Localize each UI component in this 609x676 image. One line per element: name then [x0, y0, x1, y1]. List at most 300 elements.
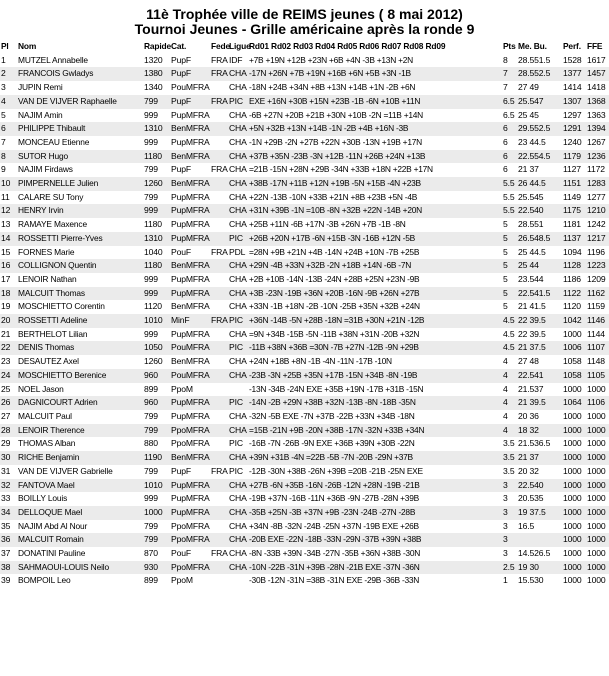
category-cell: BenMFRA: [170, 150, 210, 164]
performance-cell: 1122: [562, 287, 586, 301]
category-cell: PupMFRA: [170, 232, 210, 246]
place-cell: 13: [1, 219, 11, 230]
table-row: [0, 437, 609, 451]
player-name-cell: RICHE Benjamin: [17, 451, 143, 465]
ffe-rating-cell: 1000: [586, 451, 609, 465]
points-cell: 3.5: [503, 438, 515, 449]
league-cell: CHA: [229, 493, 247, 504]
category-cell: PpoM: [171, 383, 193, 394]
performance-cell: 1151: [562, 177, 586, 191]
rounds-cell: =9N +34B -15B -5N -11B +38N +31N -20B +32N: [249, 328, 420, 339]
me-bu-cell: 28.552.5: [517, 67, 562, 81]
place-cell: 37: [1, 548, 11, 559]
player-name-cell: HENRY Irvin: [17, 204, 143, 218]
me-bu-cell: 20 36: [518, 410, 539, 421]
rating-cell: 999: [144, 109, 158, 120]
performance-cell: 1000: [562, 506, 586, 520]
league-cell: CHA: [228, 122, 248, 136]
category-cell: PupMFRA: [171, 136, 210, 147]
federation-cell: [210, 479, 228, 493]
category-cell: PouMFRA: [171, 82, 210, 93]
league-cell: PIC: [228, 396, 248, 410]
place-cell: 23: [1, 356, 11, 367]
place-cell: 3: [1, 82, 6, 93]
ffe-rating-cell: 1394: [586, 122, 609, 136]
category-cell: BenMFRA: [170, 451, 210, 465]
league-cell: CHA: [228, 369, 248, 383]
player-name-cell: VAN DE VIJVER Gabrielle: [18, 465, 113, 476]
performance-cell: 1058: [562, 369, 586, 383]
table-row: [0, 232, 609, 246]
category-cell: PupF: [170, 67, 210, 81]
player-name-cell: DONATINI Pauline: [18, 548, 86, 559]
league-cell: CHA: [229, 219, 247, 230]
federation-cell: [210, 424, 228, 438]
rating-cell: 1010: [143, 479, 170, 493]
me-bu-cell: 26.548.5: [517, 232, 562, 246]
me-bu-cell: 21 37.5: [517, 341, 562, 355]
federation-cell: FRA: [211, 548, 228, 559]
player-name-cell: LENOIR Therence: [17, 424, 143, 438]
points-cell: 8: [503, 54, 508, 65]
rating-cell: 999: [144, 328, 158, 339]
me-bu-cell: 19 37.5: [517, 506, 562, 520]
league-cell: IDF: [229, 54, 243, 65]
player-name-cell: NAJIM Firdaws: [18, 164, 73, 175]
federation-cell: [210, 136, 228, 150]
table-row: [0, 109, 609, 123]
place-cell: 17: [1, 273, 11, 284]
header-rounds: Rd01 Rd02 Rd03 Rd04 Rd05 Rd06 Rd07 Rd08 Rd09: [249, 41, 446, 51]
rating-cell: 1040: [144, 246, 163, 257]
category-cell: MinF: [170, 314, 210, 328]
rounds-cell: +26B +20N +17B -6N +15B -3N -16B +12N -5B: [248, 232, 502, 246]
place-cell: 20: [0, 314, 17, 328]
points-cell: 5: [502, 287, 517, 301]
federation-cell: [210, 300, 228, 314]
federation-cell: [210, 341, 228, 355]
federation-cell: FRA: [210, 95, 228, 109]
ffe-rating-cell: 1000: [587, 493, 606, 504]
league-cell: CHA: [228, 67, 248, 81]
header-me-bu: [517, 40, 562, 54]
ffe-rating-cell: 1217: [586, 232, 609, 246]
me-bu-cell: 22.540: [517, 479, 562, 493]
category-cell: PupMFRA: [170, 204, 210, 218]
league-cell: PIC: [228, 341, 248, 355]
rounds-cell: +27B -6N +35B -16N -26B -12N +28N -19B -21B: [248, 479, 502, 493]
league-cell: CHA: [229, 191, 247, 202]
category-cell: PouF: [171, 246, 191, 257]
performance-cell: 1000: [563, 465, 582, 476]
table-row: [0, 341, 609, 355]
category-cell: PupMFRA: [171, 493, 210, 504]
points-cell: 2.5: [502, 561, 517, 575]
rounds-cell: +24N +18B +8N -1B -4N -11N -17B -10N: [249, 356, 392, 367]
place-cell: 7: [1, 136, 6, 147]
table-row: [0, 355, 609, 369]
category-cell: PupMFRA: [170, 396, 210, 410]
ffe-rating-cell: 1368: [586, 95, 609, 109]
ffe-rating-cell: 1277: [587, 191, 606, 202]
ffe-rating-cell: 1159: [587, 301, 605, 312]
category-cell: BenMFRA: [171, 356, 210, 367]
rating-cell: 870: [144, 548, 158, 559]
performance-cell: 1120: [563, 301, 581, 312]
rating-cell: 1260: [143, 177, 170, 191]
rating-cell: 799: [143, 533, 170, 547]
performance-cell: 1000: [562, 479, 586, 493]
place-cell: 22: [0, 341, 17, 355]
header-bu: Bu.: [533, 41, 547, 51]
performance-cell: 1064: [562, 396, 586, 410]
federation-cell: [210, 451, 228, 465]
place-cell: 10: [0, 177, 17, 191]
rating-cell: 960: [143, 396, 170, 410]
performance-cell: 1000: [563, 328, 582, 339]
league-cell: CHA: [229, 356, 247, 367]
place-cell: 4: [0, 95, 17, 109]
performance-cell: 1291: [562, 122, 586, 136]
rounds-cell: EXE +16N +30B +15N +23B -1B -6N +10B +11N: [248, 95, 502, 109]
rounds-cell: -12B -30N +38B -26N +39B =20B -21B -25N EXE: [249, 465, 423, 476]
category-cell: PupMFRA: [171, 191, 210, 202]
points-cell: 5: [503, 246, 508, 257]
rounds-cell: +25B +11N -6B +17N -3B +26N +7B -1B -8N: [249, 219, 406, 230]
table-row: [0, 314, 609, 328]
ffe-rating-cell: 1107: [586, 341, 609, 355]
rounds-cell: +34N -8B -32N -24B -25N +37N -19B EXE +26B: [249, 520, 419, 531]
federation-cell: [210, 506, 228, 520]
rounds-cell: -32N -5B EXE -7N +37B -22B +33N +34B -18N: [249, 410, 415, 421]
rating-cell: 899: [144, 383, 158, 394]
place-cell: 36: [0, 533, 17, 547]
table-row: [0, 410, 609, 424]
category-cell: PupMFRA: [171, 109, 210, 120]
me-bu-cell: 25.547: [517, 95, 562, 109]
ffe-rating-cell: 1236: [586, 150, 609, 164]
ffe-rating-cell: 1000: [587, 410, 606, 421]
rating-cell: 1380: [143, 67, 170, 81]
header-nom: Nom: [18, 41, 37, 51]
ffe-rating-cell: 1000: [586, 506, 609, 520]
header-fede: Fede: [211, 41, 230, 51]
performance-cell: 1000: [562, 533, 586, 547]
category-cell: BenMFRA: [170, 122, 210, 136]
place-cell: 34: [0, 506, 17, 520]
tournament-subtitle: Tournoi Jeunes - Grille américaine après la ronde 9: [134, 21, 475, 37]
place-cell: 9: [1, 164, 6, 175]
category-cell: PupMFRA: [171, 219, 210, 230]
category-cell: PupMFRA: [170, 287, 210, 301]
league-cell: [228, 574, 248, 588]
me-bu-cell: 20.535: [518, 493, 544, 504]
header-ligue: Ligue: [229, 41, 251, 51]
place-cell: 39: [1, 575, 11, 586]
ffe-rating-cell: 1105: [586, 369, 609, 383]
rounds-cell: -35B +25N -3B +37N +9B -23N -24B -27N -28B: [248, 506, 502, 520]
table-row: [0, 396, 609, 410]
points-cell: 3: [503, 548, 508, 559]
points-cell: 4.5: [502, 314, 517, 328]
header-me: Me.: [518, 41, 532, 51]
performance-cell: 1000: [563, 575, 582, 586]
league-cell: PIC: [228, 232, 248, 246]
category-cell: PupMFRA: [171, 410, 210, 421]
rounds-cell: +3B -23N -19B +36N +20B -16N -9B +26N +27B: [248, 287, 502, 301]
category-cell: PouMFRA: [170, 341, 210, 355]
league-cell: CHA: [228, 424, 248, 438]
rating-cell: 930: [143, 561, 170, 575]
rating-cell: 799: [144, 520, 158, 531]
rating-cell: 1310: [143, 122, 170, 136]
federation-cell: [210, 259, 228, 273]
rounds-cell: +37B +35N -23B -3N +12B -11N +26B +24N +13B: [248, 150, 502, 164]
category-cell: PpoMFRA: [170, 561, 210, 575]
table-row: [0, 451, 609, 465]
performance-cell: 1000: [563, 383, 582, 394]
rounds-cell: +5N +32B +13N +14B -1N -2B +4B +16N -3B: [248, 122, 502, 136]
rounds-cell: -11B +38N +36B =30N -7B +27N -12B -9N +29B: [248, 341, 502, 355]
points-cell: 6: [502, 122, 517, 136]
table-row: [0, 95, 609, 109]
rounds-cell: -14N -2B +29N +38B +32N -13B -8N -18B -35N: [248, 396, 502, 410]
rounds-cell: -18N +24B +34N +8B +13N +14B +1N -2B +6N: [249, 82, 416, 93]
points-cell: 6.5: [502, 95, 517, 109]
rating-cell: 999: [144, 136, 158, 147]
header-rapide: Rapide: [144, 41, 172, 51]
ffe-rating-cell: 1210: [586, 204, 609, 218]
rating-cell: 799: [143, 95, 170, 109]
points-cell: 1: [503, 575, 508, 586]
player-name-cell: DELLOQUE Mael: [17, 506, 143, 520]
rating-cell: 1320: [144, 54, 163, 65]
federation-cell: FRA: [210, 67, 228, 81]
ffe-rating-cell: 1000: [587, 438, 606, 449]
ffe-rating-cell: 1000: [587, 465, 606, 476]
performance-cell: 1240: [563, 136, 582, 147]
league-cell: CHA: [228, 150, 248, 164]
category-cell: PpoMFRA: [171, 520, 210, 531]
performance-cell: 1000: [563, 520, 582, 531]
league-cell: CHA: [228, 259, 248, 273]
place-cell: 8: [0, 150, 17, 164]
player-name-cell: VAN DE VIJVER Raphaelle: [17, 95, 143, 109]
me-bu-cell: 23 44.5: [518, 136, 546, 147]
me-bu-cell: 28.551.5: [518, 54, 551, 65]
me-bu-cell: 21.537: [518, 383, 544, 394]
player-name-cell: RAMAYE Maxence: [18, 219, 87, 230]
me-bu-cell: 25 44: [517, 259, 562, 273]
me-bu-cell: 19 30: [517, 561, 562, 575]
points-cell: 6: [503, 136, 508, 147]
rating-cell: 1310: [143, 232, 170, 246]
table-row: [0, 150, 609, 164]
performance-cell: 1528: [563, 54, 582, 65]
points-cell: 4: [503, 383, 508, 394]
league-cell: CHA: [228, 506, 248, 520]
rounds-cell: =15B -21N +9B -20N +38B -17N -32N +33B +34N: [248, 424, 502, 438]
points-cell: 4: [502, 369, 517, 383]
player-name-cell: NAJIM Amin: [18, 109, 63, 120]
table-row: [0, 574, 609, 588]
header-perf: Perf.: [563, 41, 581, 51]
player-name-cell: MALCUIT Paul: [18, 410, 72, 421]
federation-cell: [210, 81, 228, 95]
rounds-cell: -10N -22B -31N +39B -28N -21B EXE -37N -36N: [248, 561, 502, 575]
place-cell: 1: [1, 54, 6, 65]
header-pts: Pts: [503, 41, 516, 51]
table-row: [0, 259, 609, 273]
points-cell: 7: [502, 67, 517, 81]
me-bu-cell: 20 32: [518, 465, 539, 476]
rating-cell: 1180: [143, 150, 170, 164]
me-bu-cell: 21 41.5: [518, 301, 546, 312]
table-row: [0, 424, 609, 438]
rating-cell: 799: [143, 424, 170, 438]
federation-cell: FRA: [211, 164, 228, 175]
rating-cell: 799: [144, 410, 158, 421]
ffe-rating-cell: 1457: [586, 67, 609, 81]
federation-cell: [210, 355, 228, 369]
rating-cell: 799: [144, 164, 158, 175]
rating-cell: 999: [144, 493, 158, 504]
table-row: [0, 204, 609, 218]
ffe-rating-cell: 1000: [587, 548, 606, 559]
rating-cell: 999: [143, 287, 170, 301]
federation-cell: [210, 533, 228, 547]
player-name-cell: MUTZEL Annabelle: [18, 54, 88, 65]
points-cell: 3: [502, 479, 517, 493]
table-row: [0, 506, 609, 520]
player-name-cell: LENOIR Nathan: [18, 273, 77, 284]
header-ffe: FFE: [587, 41, 603, 51]
category-cell: BenMFRA: [171, 301, 210, 312]
performance-cell: 1137: [562, 232, 586, 246]
federation-cell: FRA: [211, 465, 228, 476]
rounds-cell: =21B -15N +28N +29B -34N +33B +18N +22B +17N: [249, 164, 433, 175]
me-bu-cell: 28.551: [518, 219, 544, 230]
ffe-rating-cell: 1148: [587, 356, 605, 367]
ffe-rating-cell: 1283: [586, 177, 609, 191]
me-bu-cell: 25 45: [518, 109, 539, 120]
rounds-cell: +33N -1B +18N -2B -10N -25B +35N +32B +24N: [249, 301, 420, 312]
category-cell: PupF: [171, 465, 191, 476]
category-cell: PpoMFRA: [170, 533, 210, 547]
league-cell: CHA: [229, 109, 247, 120]
player-name-cell: DAGNICOURT Adrien: [17, 396, 143, 410]
ffe-rating-cell: 1146: [586, 314, 609, 328]
federation-cell: [210, 204, 228, 218]
place-cell: 11: [1, 191, 10, 202]
rating-cell: 1180: [144, 219, 162, 230]
points-cell: 5.5: [502, 177, 517, 191]
player-name-cell: MOSCHIETTO Berenice: [17, 369, 143, 383]
performance-cell: 1000: [563, 410, 582, 421]
me-bu-cell: [517, 533, 562, 547]
federation-cell: [210, 383, 228, 397]
league-cell: PIC: [228, 95, 248, 109]
league-cell: CHA: [228, 451, 248, 465]
federation-cell: [210, 273, 228, 287]
ffe-rating-cell: 1000: [586, 561, 609, 575]
rating-cell: 1190: [143, 451, 170, 465]
points-cell: 5: [502, 232, 517, 246]
performance-cell: 1175: [562, 204, 586, 218]
league-cell: CHA: [229, 328, 247, 339]
player-name-cell: FANTOVA Mael: [17, 479, 143, 493]
performance-cell: 1181: [563, 219, 581, 230]
ffe-rating-cell: 1000: [587, 383, 606, 394]
me-bu-cell: 27 49: [518, 82, 539, 93]
me-bu-cell: 22 39.5: [518, 328, 546, 339]
league-cell: CHA: [229, 520, 247, 531]
rating-cell: 999: [144, 273, 158, 284]
federation-cell: FRA: [210, 314, 228, 328]
place-cell: 35: [1, 520, 11, 531]
category-cell: PupMFRA: [170, 506, 210, 520]
performance-cell: 1127: [563, 164, 581, 175]
league-cell: CHA: [229, 410, 247, 421]
rounds-cell: -20B EXE -22N -18B -33N -29N -37B +39N +38B: [248, 533, 502, 547]
rounds-cell: -1N +29B -2N +27B +22N +30B -13N +19B +17N: [249, 136, 422, 147]
performance-cell: 1179: [562, 150, 586, 164]
points-cell: 7: [503, 82, 508, 93]
federation-cell: [210, 218, 228, 232]
federation-cell: [210, 109, 228, 123]
performance-cell: 1000: [563, 438, 582, 449]
place-cell: 6: [0, 122, 17, 136]
rating-cell: 799: [144, 465, 158, 476]
points-cell: 3.5: [502, 451, 517, 465]
performance-cell: 1000: [563, 548, 582, 559]
rounds-cell: +2B +10B -14N -13B -24N +28B +25N +23N -9B: [249, 273, 420, 284]
rounds-cell: +36N -14B -5N +28B -18N =31B +30N +21N -12B: [248, 314, 502, 328]
ffe-rating-cell: 1242: [587, 219, 606, 230]
performance-cell: 1058: [563, 356, 582, 367]
player-name-cell: MALCUIT Thomas: [17, 287, 143, 301]
player-name-cell: PIMPERNELLE Julien: [17, 177, 143, 191]
league-cell: CHA: [228, 533, 248, 547]
table-row: [0, 136, 609, 150]
place-cell: 16: [0, 259, 17, 273]
league-cell: CHA: [228, 561, 248, 575]
ffe-rating-cell: 1000: [586, 479, 609, 493]
league-cell: PDL: [229, 246, 246, 257]
table-row: [0, 218, 609, 232]
federation-cell: [210, 410, 228, 424]
performance-cell: 1307: [562, 95, 586, 109]
tournament-title: 11è Trophée ville de REIMS jeunes ( 8 mai 2012): [146, 6, 463, 22]
place-cell: 12: [0, 204, 17, 218]
me-bu-cell: 29.552.5: [517, 122, 562, 136]
federation-cell: [210, 520, 228, 534]
ffe-rating-cell: 1223: [586, 259, 609, 273]
place-cell: 26: [0, 396, 17, 410]
points-cell: 6: [502, 150, 517, 164]
ffe-rating-cell: 1162: [586, 287, 609, 301]
place-cell: 24: [0, 369, 17, 383]
rating-cell: 960: [143, 369, 170, 383]
player-name-cell: MOSCHIETTO Corentin: [18, 301, 105, 312]
points-cell: 3: [502, 533, 517, 547]
me-bu-cell: 21 37: [518, 164, 539, 175]
me-bu-cell: 21 39.5: [517, 396, 562, 410]
rounds-cell: -17N +26N +7B +19N +16B +6N +5B +3N -1B: [248, 67, 502, 81]
me-bu-cell: 21.536.5: [518, 438, 551, 449]
performance-cell: 1000: [562, 561, 586, 575]
player-name-cell: ROSSETTI Adeline: [17, 314, 143, 328]
